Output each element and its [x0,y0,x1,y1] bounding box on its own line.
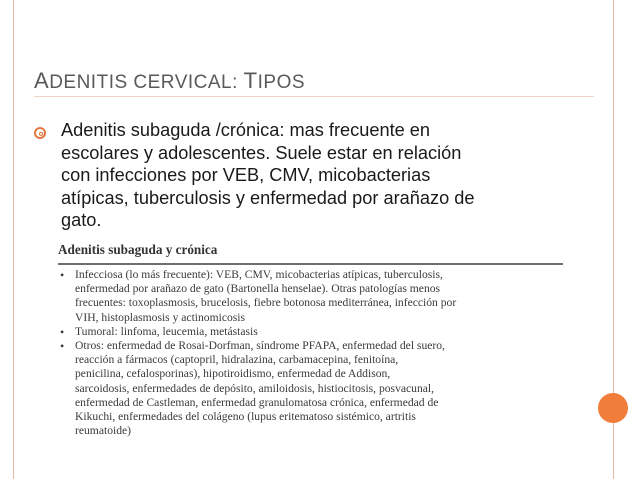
item-line: reumatoide) [75,424,132,438]
title-second-rest: IPOS [257,72,306,93]
table-heading: Adenitis subaguda y crónica [58,242,218,257]
title-divider [34,96,594,97]
item-line: frecuentes: toxoplasmosis, brucelosis, fiebre botonosa mediterránea, infección por [75,296,457,310]
item-line: VIH, histoplasmosis y actinomicosis [75,310,246,324]
item-bullet: • [60,268,65,282]
item-line: reacción a fármacos (captopril, hidralazina, carbamacepina, fenitoína, [75,353,399,367]
slide-frame-left-line [13,0,14,479]
bullet-line: con infecciones por VEB, CMV, micobacterias [61,165,431,185]
item-line: Infecciosa (lo más frecuente): VEB, CMV, micobacterias atípicas, tuberculosis, [75,268,443,281]
title-rest: DENITIS CERVICAL [49,72,233,93]
bullet-line: atípicas, tuberculosis y enfermedad por arañazo de [61,187,475,208]
item-bullet: • [60,339,65,354]
table-item-tumoral [58,325,566,339]
decorative-orange-circle [598,393,628,423]
title-initial: A [34,68,50,93]
slide-title [34,70,594,94]
table-items [58,268,566,438]
bullet-line: Adenitis subaguda /crónica: mas frecuente en [61,120,431,140]
table-heading-rule [58,263,563,265]
table-item-infecciosa [58,268,566,325]
title-second-initial: T [243,68,258,93]
table-item-otros [58,339,566,438]
bullet-circle-icon [34,127,46,139]
item-line: Tumoral: linfoma, leucemia, metástasis [75,324,258,338]
item-line: Otros: enfermedad de Rosai-Dorfman, síndrome PFAPA, enfermedad del suero, [75,339,445,353]
embedded-table-image [58,242,566,461]
item-line: sarcoidosis, enfermedades de depósito, amiloidosis, histiocitosis, posvacunal, [75,381,435,395]
item-line: Kikuchi, enfermedades del colágeno (lupus eritematoso sistémico, artritis [75,410,416,424]
item-line: penicilina, cefalosporinas), hipotiroidismo, enfermedad de Addison, [75,367,391,381]
bullet-paragraph [61,119,561,232]
item-line: enfermedad por arañazo de gato (Bartonella henselae). Otras patologías menos [75,282,441,296]
bullet-line: gato. [61,210,102,230]
title-colon: : [232,72,244,93]
item-bullet: • [60,324,65,339]
item-line: enfermedad de Castleman, enfermedad granulomatosa crónica, enfermedad de [75,395,439,409]
bullet-line: escolares y adolescentes. Suele estar en relación [61,142,462,163]
